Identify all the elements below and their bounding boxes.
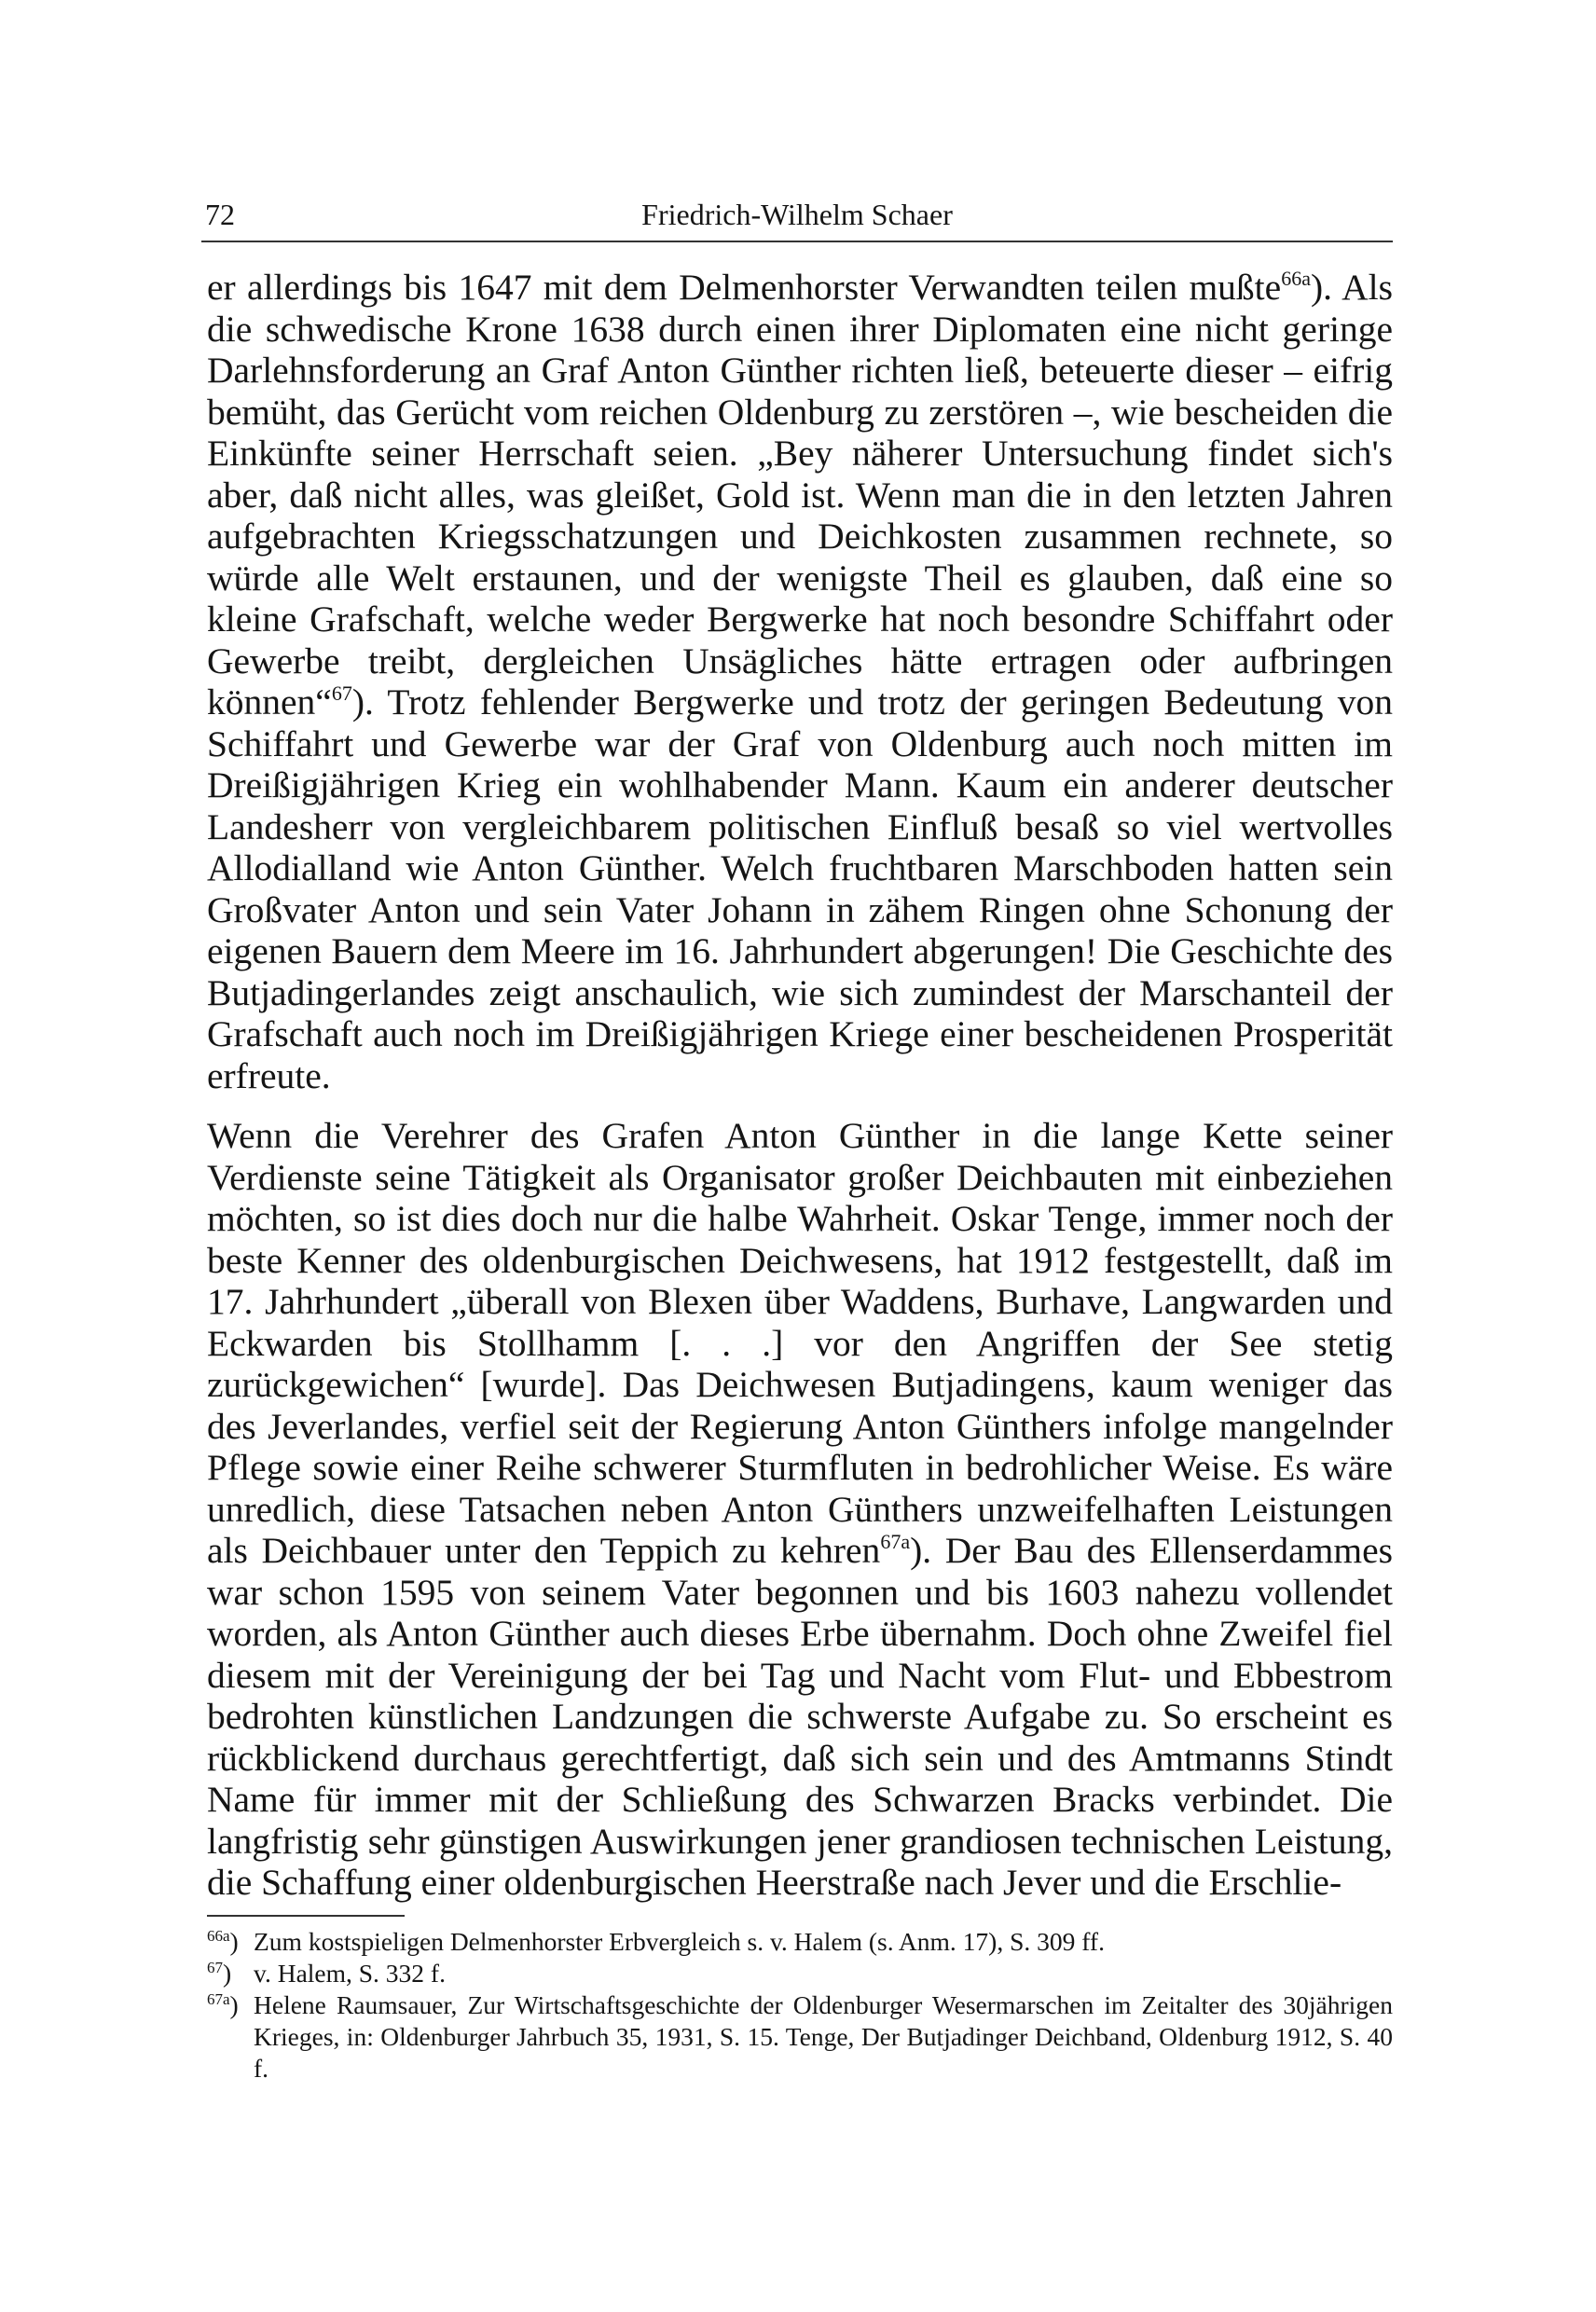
footnote-rule bbox=[207, 1915, 405, 1917]
footnote-ref-67: 67 bbox=[331, 681, 352, 705]
paragraph-1-text-2: ). Als die schwedische Krone 1638 durch einen ihrer Diplomaten eine nicht geringe Darlehnsforderung an Graf Anton Günther richten ließ, beteuerte dieser – eifrig bemüht, das Gerücht vom reichen Oldenburg zu zerstören –, wie bescheiden die Einkünfte seiner Herrschaft seien. „Bey näherer Untersuchung findet sich's aber, daß nicht alles, was gleißet, Gold ist. Wenn man die in den letzten Jahren aufgebrachten Kriegsschatzungen und Deichkosten zusammen rechnete, so würde alle Welt erstaunen, und der wenigste Theil es glauben, daß eine so kleine Grafschaft, welche weder Bergwerke hat noch besondre Schiffahrt oder Gewerbe treibt, dergleichen Unsägliches hätte ertragen oder aufbringen können“ bbox=[207, 267, 1393, 722]
page-header bbox=[201, 190, 1393, 239]
footnote-marker-number: 66a bbox=[207, 1927, 230, 1945]
footnote bbox=[207, 1989, 1393, 2085]
footnote-marker-number: 67 bbox=[207, 1959, 223, 1976]
footnote bbox=[207, 1926, 1393, 1958]
body-text bbox=[207, 267, 1393, 1904]
page-number: 72 bbox=[205, 198, 235, 231]
footnote-ref-67a: 67a bbox=[880, 1530, 911, 1553]
footnote bbox=[207, 1958, 1393, 1989]
running-head: Friedrich-Wilhelm Schaer bbox=[641, 198, 953, 231]
header-rule bbox=[201, 241, 1393, 242]
paragraph-2-text-1: Wenn die Verehrer des Grafen Anton Günther in die lange Kette seiner Verdienste seine Tätigkeit als Organisator großer Deichbauten mit einbeziehen möchten, so ist dies doch nur die halbe Wahrheit. Oskar Tenge, immer noch der beste Kenner des oldenburgischen Deichwesens, hat 1912 festgestellt, daß im 17. Jahrhundert „überall von Blexen über Waddens, Burhave, Langwarden und Eckwarden bis Stollhamm [. . .] vor den Angriffen der See stetig zurückgewichen“ [wurde]. Das Deichwesen Butjadingens, kaum weniger das des Jeverlandes, verfiel seit der Regierung Anton Günthers infolge mangelnder Pflege sowie einer Reihe schwerer Sturmfluten in bedrohlicher Weise. Es wäre unredlich, diese Tatsachen neben Anton Günthers unzweifelhaften Leistungen als Deichbauer unter den Teppich zu kehren bbox=[207, 1115, 1393, 1571]
footnote-text: v. Halem, S. 332 f. bbox=[254, 1959, 446, 1988]
paragraph-2 bbox=[207, 1115, 1393, 1904]
paragraph-1 bbox=[207, 267, 1393, 1096]
footnote-marker-number: 67a bbox=[207, 1990, 230, 2008]
footnote-text: Helene Raumsauer, Zur Wirtschaftsgeschichte der Oldenburger Wesermarschen im Zeitalter des 30jährigen Krieges, in: Oldenburger Jahrbuch 35, 1931, S. 15. Tenge, Der Butjadinger Deichband, Oldenburg 1912, S. 40 f. bbox=[254, 1990, 1393, 2083]
footnotes bbox=[207, 1926, 1393, 2085]
paragraph-1-text-3: ). Trotz fehlender Bergwerke und trotz der geringen Bedeutung von Schiffahrt und Gewerbe war der Graf von Oldenburg auch noch mitten im Dreißigjährigen Krieg ein wohlhabender Mann. Kaum ein anderer deutscher Landesherr von vergleichbarem politischen Einfluß besaß so viel wertvolles Allodialland wie Anton Günther. Welch fruchtbaren Marschboden hatten sein Großvater Anton und sein Vater Johann in zähem Ringen ohne Schonung der eigenen Bauern dem Meere im 16. Jahrhundert abgerungen! Die Geschichte des Butjadingerlandes zeigt anschaulich, wie sich zumindest der Marschanteil der Grafschaft auch noch im Dreißigjährigen Kriege einer bescheidenen Prosperität erfreute. bbox=[207, 681, 1393, 1096]
footnote-marker: $^{67}$) bbox=[207, 1959, 232, 1988]
footnote-marker: $^{67a}$) bbox=[207, 1990, 239, 2019]
paragraph-1-text-1: er allerdings bis 1647 mit dem Delmenhorster Verwandten teilen mußte bbox=[207, 267, 1282, 308]
footnote-text: Zum kostspieligen Delmenhorster Erbvergleich s. v. Halem (s. Anm. 17), S. 309 ff. bbox=[254, 1927, 1105, 1956]
footnote-ref-66a: 66a bbox=[1281, 267, 1311, 290]
paragraph-2-text-2: ). Der Bau des Ellenserdammes war schon 1595 von seinem Vater begonnen und bis 1603 nahezu vollendet worden, als Anton Günther auch dieses Erbe übernahm. Doch ohne Zweifel fiel diesem mit der Vereinigung der bei Tag und Nacht vom Flut- und Ebbestrom bedrohten künstlichen Landzungen die schwerste Aufgabe zu. So erscheint es rückblickend durchaus gerechtfertigt, daß sich sein und des Amtmanns Stindt Name für immer mit der Schließung des Schwarzen Bracks verbindet. Die langfristig sehr günstigen Auswirkungen jener grandiosen technischen Leistung, die Schaffung einer oldenburgischen Heerstraße nach Jever und die Erschlie- bbox=[207, 1530, 1393, 1903]
footnote-marker: $^{66a}$) bbox=[207, 1927, 239, 1956]
